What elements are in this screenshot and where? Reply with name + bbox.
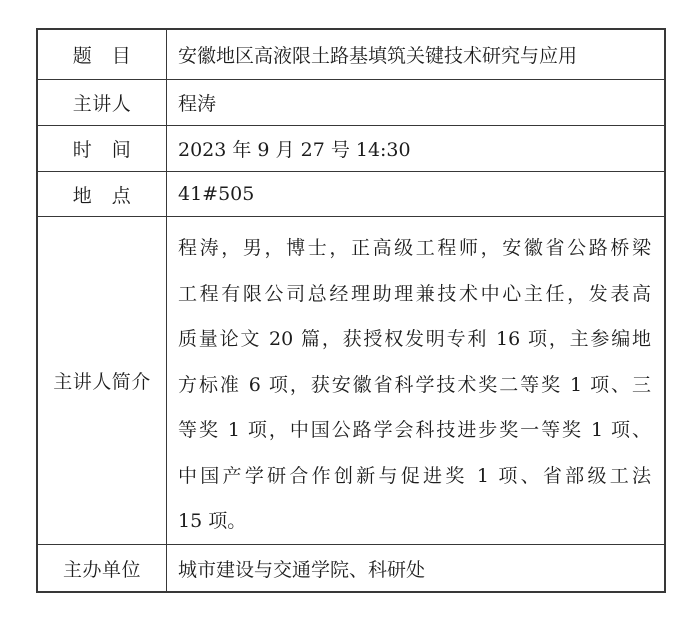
- table-row-location: [38, 171, 664, 216]
- bio-line: 质量论文 20 篇，获授权发明专利 16 项，主参编地: [178, 328, 651, 350]
- location-value: 41#505: [178, 183, 255, 205]
- bio-line: 方标准 6 项，获安徽省科学技术奖二等奖 1 项、三: [178, 373, 651, 396]
- title-value: 安徽地区高液限土路基填筑关键技术研究与应用: [178, 45, 578, 67]
- bio-line: 程涛，男，博士，正高级工程师，安徽省公路桥梁: [178, 237, 651, 259]
- location-label: 地 点: [38, 172, 167, 216]
- organizer-value: 城市建设与交通学院、科研处: [178, 558, 426, 581]
- table-row-organizer: [38, 544, 664, 591]
- organizer-label: 主办单位: [38, 545, 167, 591]
- title-label: 题 目: [38, 30, 167, 79]
- speaker-bio-label: 主讲人简介: [38, 217, 167, 544]
- table-row-speaker: [38, 79, 664, 125]
- time-value: 2023 年 9 月 27 号 14:30: [178, 139, 411, 161]
- seminar-notice-table: [36, 28, 666, 593]
- bio-line: 工程有限公司总经理助理兼技术中心主任，发表高: [178, 282, 651, 305]
- bio-line: 中国产学研合作创新与促进奖 1 项、省部级工法: [178, 464, 651, 487]
- speaker-bio-value: [167, 217, 664, 544]
- table-row-title: [38, 30, 664, 79]
- speaker-label: 主讲人: [38, 80, 167, 125]
- speaker-value: 程涛: [178, 93, 217, 115]
- table-row-speaker-bio: [38, 216, 664, 544]
- bio-line: 15 项。: [178, 510, 247, 532]
- table-row-time: [38, 125, 664, 171]
- time-label: 时 间: [38, 126, 167, 171]
- bio-line: 等奖 1 项，中国公路学会科技进步奖一等奖 1 项、: [178, 419, 651, 441]
